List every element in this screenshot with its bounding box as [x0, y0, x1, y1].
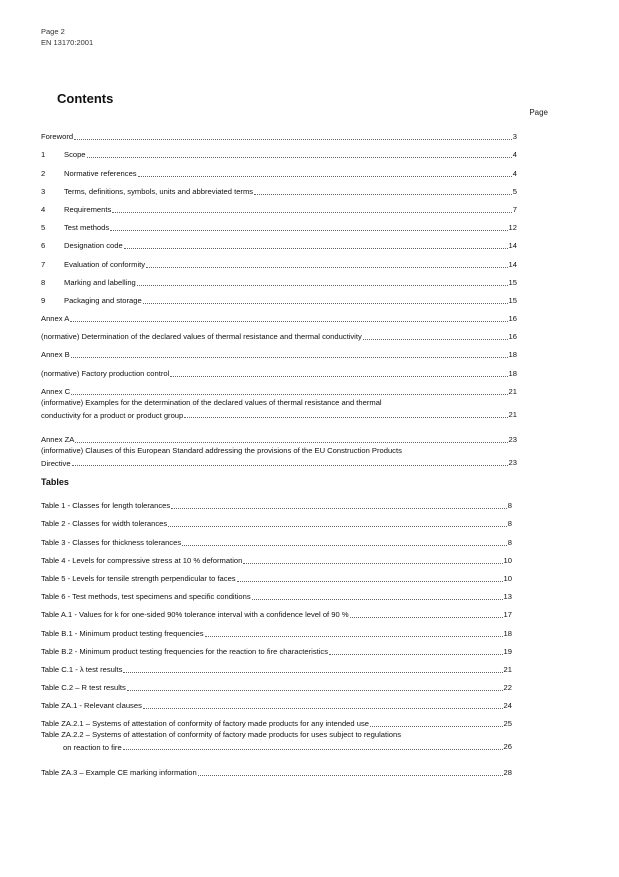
entry-page-number: 15 [508, 277, 517, 287]
toc-entry[interactable] [41, 251, 517, 269]
entry-text[interactable] [41, 445, 517, 457]
entry-title: Designation code [64, 241, 123, 251]
entry-text[interactable] [41, 573, 236, 584]
dotted-leader [123, 672, 502, 673]
entry-text[interactable] [41, 729, 512, 741]
entry-title: Table 3 - Classes for thickness tolerances [41, 537, 182, 547]
entry-title: Normative references [64, 168, 137, 178]
entry-page-number: 16 [508, 314, 517, 324]
entry-page-number: 12 [508, 223, 517, 233]
entry-page-number: 21 [508, 386, 517, 396]
entry-title: Table 4 - Levels for compressive stress at 10 % deformation [41, 555, 243, 565]
toc-entry[interactable] [41, 445, 517, 475]
toc-entry[interactable] [41, 584, 512, 602]
entry-text[interactable] [41, 537, 181, 548]
entry-text[interactable] [41, 313, 69, 324]
entry-number: 7 [41, 259, 46, 269]
toc-entry[interactable] [41, 142, 517, 160]
entry-page-number: 21 [503, 664, 512, 674]
toc-entry[interactable] [41, 197, 517, 215]
toc-entry[interactable] [41, 306, 517, 324]
toc-entry[interactable] [41, 427, 517, 445]
entry-text-line2: Directive [41, 459, 71, 468]
toc-entry[interactable] [41, 324, 517, 342]
list-of-tables [41, 475, 512, 778]
entry-text[interactable] [41, 628, 204, 639]
entry-text[interactable] [41, 609, 349, 620]
dotted-leader [184, 417, 507, 418]
entry-text[interactable] [41, 500, 170, 511]
entry-text[interactable] [41, 591, 251, 602]
dotted-leader [143, 708, 503, 709]
entry-text[interactable] [41, 259, 145, 270]
dotted-leader [146, 267, 508, 268]
entry-page-number: 19 [503, 646, 512, 656]
toc-entry[interactable] [41, 288, 517, 306]
entry-title: Table ZA.1 - Relevant clauses [41, 701, 142, 711]
entry-text[interactable] [41, 204, 111, 215]
toc-entry[interactable] [41, 215, 517, 233]
entry-text-line1: (informative) Clauses of this European Standard addressing the provisions of the EU Construction Products [41, 446, 402, 455]
dotted-leader [72, 465, 508, 466]
entry-number: 9 [41, 295, 46, 305]
toc-entry[interactable] [41, 342, 517, 360]
page-column-label: Page [529, 108, 548, 117]
toc-entry[interactable] [41, 511, 512, 529]
toc-entry[interactable] [41, 693, 512, 711]
toc-entry[interactable] [41, 233, 517, 251]
entry-page-number: 18 [503, 628, 512, 638]
entry-page-number: 21 [508, 409, 517, 419]
toc-entry[interactable] [41, 657, 512, 675]
entry-title: Evaluation of conformity [64, 259, 146, 269]
entry-number: 6 [41, 241, 46, 251]
entry-text[interactable] [41, 295, 142, 306]
toc-entry[interactable] [41, 566, 512, 584]
entry-page-number: 4 [512, 168, 517, 178]
entry-page-number: 10 [503, 573, 512, 583]
toc-entry[interactable] [41, 711, 512, 729]
page-header [41, 26, 93, 48]
page-number-label: Page 2 [41, 27, 65, 36]
entry-page-number: 23 [508, 435, 517, 444]
entry-text[interactable] [41, 277, 136, 288]
entry-number: 2 [41, 168, 46, 178]
toc-entry[interactable] [41, 548, 512, 566]
dotted-leader [74, 139, 512, 140]
dotted-leader [237, 581, 503, 582]
dotted-leader [170, 376, 507, 377]
entry-title: Table 6 - Test methods, test specimens and specific conditions [41, 592, 251, 602]
entry-page-number: 23 [508, 458, 517, 467]
dotted-leader [171, 508, 507, 509]
entry-text-line2: conductivity for a product or product group [41, 410, 184, 420]
entry-title: Table B.2 - Minimum product testing frequencies for the reaction to fire characteristics [41, 646, 329, 656]
entry-text[interactable] [41, 186, 253, 197]
entry-title: Terms, definitions, symbols, units and abbreviated terms [64, 186, 254, 196]
toc-entry[interactable] [41, 493, 512, 511]
entry-text[interactable] [41, 240, 123, 251]
entry-number: 4 [41, 204, 46, 214]
entry-page-number: 18 [508, 350, 517, 360]
entry-text-line2: on reaction to fire [63, 743, 122, 753]
entry-text[interactable] [41, 149, 86, 160]
entry-title: Annex A [41, 314, 70, 324]
entry-number: 3 [41, 186, 46, 196]
toc-entry[interactable] [41, 397, 517, 427]
entry-text[interactable] [41, 555, 242, 566]
entry-title: Test methods [64, 223, 110, 233]
entry-text-line1: Table ZA.2.2 – Systems of attestation of conformity of factory made products for uses subject to regulations [41, 730, 402, 740]
entry-title: Annex B [41, 350, 70, 360]
toc-entry[interactable] [41, 602, 512, 620]
dotted-leader [71, 394, 507, 395]
dotted-leader [124, 248, 508, 249]
entry-page-number: 8 [507, 537, 512, 547]
entry-title: Marking and labelling [64, 277, 136, 287]
entry-page-number: 10 [503, 555, 512, 565]
dotted-leader [363, 339, 508, 340]
dotted-leader [123, 749, 503, 750]
dotted-leader [75, 442, 507, 443]
entry-title: Table ZA.2.1 – Systems of attestation of conformity of factory made products for any intended use [41, 719, 369, 729]
entry-text-line1: (informative) Examples for the determination of the declared values of thermal resistance and thermal [41, 397, 382, 407]
entry-text[interactable] [41, 368, 169, 379]
dotted-leader [110, 230, 507, 231]
entry-text[interactable] [41, 700, 142, 711]
entry-page-number: 8 [507, 519, 512, 529]
toc-entry[interactable] [41, 360, 517, 378]
entry-page-number: 18 [508, 368, 517, 378]
entry-page-number: 26 [503, 742, 512, 752]
dotted-leader [205, 636, 503, 637]
tables-heading: Tables [41, 477, 69, 487]
entry-title: Table C.1 - λ test results [41, 664, 123, 674]
entry-page-number: 17 [503, 610, 512, 620]
toc-entry[interactable] [41, 639, 512, 657]
dotted-leader [112, 212, 511, 213]
table-of-contents [41, 124, 517, 475]
entry-page-number: 24 [503, 701, 512, 711]
dotted-leader [198, 775, 503, 776]
entry-page-number: 25 [503, 719, 512, 729]
entry-text[interactable] [41, 434, 74, 445]
dotted-leader [370, 726, 503, 727]
dotted-leader [143, 303, 508, 304]
dotted-leader [70, 321, 507, 322]
entry-title: (normative) Factory production control [41, 368, 170, 378]
entry-title: Requirements [64, 204, 112, 214]
toc-entry[interactable] [41, 270, 517, 288]
dotted-leader [71, 357, 508, 358]
entry-page-number: 15 [508, 295, 517, 305]
contents-title: Contents [57, 91, 114, 106]
entry-title: Scope [64, 150, 86, 160]
toc-entry[interactable] [41, 529, 512, 547]
entry-number: 1 [41, 150, 46, 160]
toc-entry[interactable] [41, 620, 512, 638]
entry-page-number: 8 [507, 501, 512, 511]
entry-text[interactable] [41, 718, 369, 729]
entry-text[interactable] [41, 397, 517, 409]
dotted-leader [254, 194, 512, 195]
entry-text[interactable] [41, 222, 109, 233]
dotted-leader [87, 157, 512, 158]
toc-entry[interactable] [41, 759, 512, 777]
entry-page-number: 14 [508, 259, 517, 269]
entry-text[interactable] [41, 131, 73, 142]
entry-number: 5 [41, 223, 46, 233]
entry-title: Packaging and storage [64, 295, 142, 305]
entry-text[interactable] [41, 168, 137, 179]
entry-text[interactable] [41, 331, 362, 342]
entry-title: Table ZA.3 – Example CE marking information [41, 767, 197, 777]
dotted-leader [329, 654, 503, 655]
entry-title: Table A.1 - Values for k for one-sided 90% tolerance interval with a confidence level of 90 % [41, 610, 349, 620]
entry-page-number: 5 [512, 186, 517, 196]
document-id: EN 13170:2001 [41, 38, 94, 47]
entry-page-number: 14 [508, 241, 517, 251]
entry-page-number: 16 [508, 332, 517, 342]
entry-title: Table C.2 – R test results [41, 683, 126, 693]
dotted-leader [252, 599, 503, 600]
toc-entry[interactable] [41, 179, 517, 197]
dotted-leader [168, 526, 507, 527]
entry-title: Table 1 - Classes for length tolerances [41, 501, 171, 511]
toc-entry[interactable] [41, 729, 512, 759]
entry-text[interactable] [41, 664, 122, 675]
entry-page-number: 28 [503, 767, 512, 777]
entry-page-number: 22 [503, 683, 512, 693]
entry-text[interactable] [41, 386, 70, 397]
toc-entry[interactable] [41, 675, 512, 693]
entry-title: Annex ZA [41, 435, 75, 444]
entry-title: Foreword [41, 132, 74, 142]
entry-number: 8 [41, 277, 46, 287]
dotted-leader [182, 545, 507, 546]
dotted-leader [243, 563, 502, 564]
entry-text[interactable] [41, 646, 328, 657]
dotted-leader [350, 617, 503, 618]
entry-text[interactable] [41, 349, 70, 360]
entry-text[interactable] [41, 682, 126, 693]
entry-page-number: 13 [503, 592, 512, 602]
entry-title: (normative) Determination of the declared values of thermal resistance and thermal conductivity [41, 332, 362, 342]
dotted-leader [127, 690, 503, 691]
dotted-leader [137, 285, 508, 286]
entry-page-number: 7 [512, 204, 517, 214]
entry-title: Table 2 - Classes for width tolerances [41, 519, 168, 529]
entry-title: Annex C [41, 386, 71, 396]
entry-text[interactable] [41, 518, 167, 529]
entry-page-number: 3 [512, 132, 517, 142]
entry-title: Table B.1 - Minimum product testing frequencies [41, 628, 204, 638]
entry-page-number: 4 [512, 150, 517, 160]
dotted-leader [138, 176, 512, 177]
entry-text[interactable] [41, 767, 197, 778]
entry-title: Table 5 - Levels for tensile strength perpendicular to faces [41, 573, 236, 583]
toc-entry[interactable] [41, 160, 517, 178]
toc-entry[interactable] [41, 124, 517, 142]
toc-entry[interactable] [41, 379, 517, 397]
